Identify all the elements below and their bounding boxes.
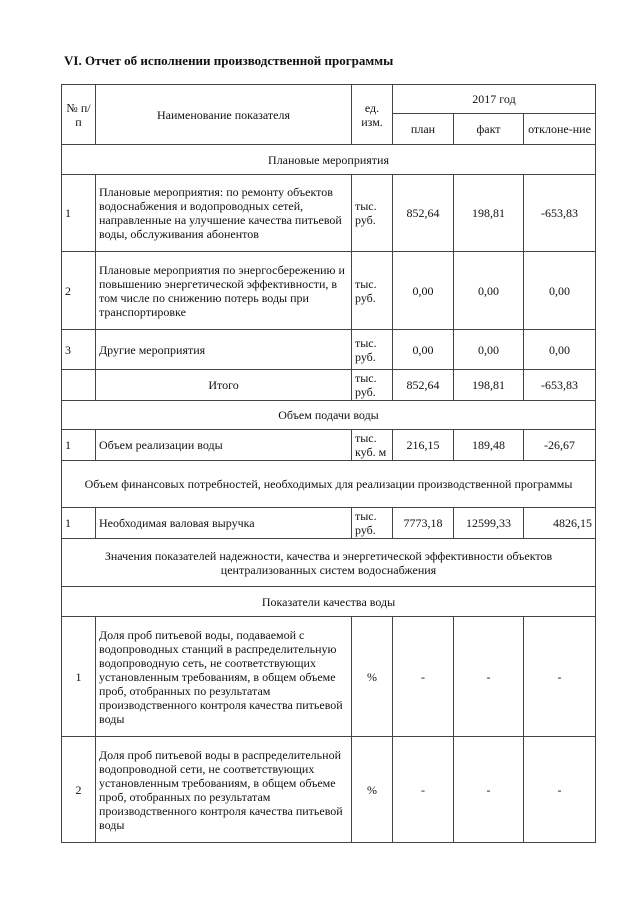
table-row (62, 330, 596, 370)
row-fact: 0,00 (454, 330, 524, 370)
section-planned-title: Плановые мероприятия (62, 145, 596, 175)
row-num: 2 (62, 737, 96, 843)
row-dev: 0,00 (524, 252, 596, 330)
row-dev: -26,67 (524, 430, 596, 461)
row-name: Доля проб питьевой воды, подаваемой с водопроводных станций в распределительную водопроводную сеть, не соответствующих установленным требованиям, в общем объеме проб, отобранных по результатам производственного контроля качества питьевой воды (96, 617, 352, 737)
row-num (62, 370, 96, 401)
row-dev: 4826,15 (524, 508, 596, 539)
section-row (62, 587, 596, 617)
report-heading: VI. Отчет об исполнении производственной программы (64, 53, 394, 68)
row-dev: -653,83 (524, 175, 596, 252)
section-supply-title: Объем подачи воды (62, 401, 596, 430)
row-fact: - (454, 737, 524, 843)
row-plan: 0,00 (393, 252, 454, 330)
row-name: Доля проб питьевой воды в распределительной водопроводной сети, не соответствующих установленным требованиям, в общем объеме проб, отобранных по результатам производственного контроля качества питьевой воды (96, 737, 352, 843)
header-year: 2017 год (393, 85, 596, 114)
row-dev: -653,83 (524, 370, 596, 401)
row-dev: 0,00 (524, 330, 596, 370)
row-unit: тыс. руб. (352, 175, 393, 252)
row-unit: тыс. руб. (352, 252, 393, 330)
row-plan: 0,00 (393, 330, 454, 370)
table-row (62, 175, 596, 252)
row-dev: - (524, 617, 596, 737)
row-unit: тыс. руб. (352, 508, 393, 539)
section-finance-title: Объем финансовых потребностей, необходимых для реализации производственной программы (62, 461, 596, 508)
total-label: Итого (96, 370, 352, 401)
row-name: Плановые мероприятия: по ремонту объектов водоснабжения и водопроводных сетей, направленные на улучшение качества питьевой воды, обслуживания абонентов (96, 175, 352, 252)
row-name: Плановые мероприятия по энергосбережению и повышению энергетической эффективности, в том числе по снижению потерь воды при транспортировке (96, 252, 352, 330)
section-row (62, 145, 596, 175)
header-unit: ед. изм. (352, 85, 393, 145)
section-row (62, 401, 596, 430)
row-num: 1 (62, 617, 96, 737)
row-num: 1 (62, 430, 96, 461)
header-num: № п/п (62, 85, 96, 145)
row-plan: 852,64 (393, 370, 454, 401)
row-plan: - (393, 617, 454, 737)
section-row (62, 539, 596, 587)
row-fact: 189,48 (454, 430, 524, 461)
section-row (62, 461, 596, 508)
production-program-report-table (61, 84, 596, 843)
table-row (62, 430, 596, 461)
section-quality-title: Показатели качества воды (62, 587, 596, 617)
row-dev: - (524, 737, 596, 843)
row-num: 2 (62, 252, 96, 330)
row-num: 1 (62, 508, 96, 539)
header-dev: отклоне-ние (524, 114, 596, 145)
row-name: Необходимая валовая выручка (96, 508, 352, 539)
row-fact: 198,81 (454, 370, 524, 401)
header-fact: факт (454, 114, 524, 145)
row-unit: тыс. руб. (352, 370, 393, 401)
row-fact: 0,00 (454, 252, 524, 330)
row-plan: 7773,18 (393, 508, 454, 539)
row-plan: 852,64 (393, 175, 454, 252)
row-unit: тыс. руб. (352, 330, 393, 370)
header-name: Наименование показателя (96, 85, 352, 145)
row-plan: 216,15 (393, 430, 454, 461)
row-unit: тыс. куб. м (352, 430, 393, 461)
row-num: 1 (62, 175, 96, 252)
table-row (62, 252, 596, 330)
table-row (62, 617, 596, 737)
section-reliability-title: Значения показателей надежности, качества и энергетической эффективности объектов централизованных систем водоснабжения (62, 539, 596, 587)
table-row (62, 737, 596, 843)
row-plan: - (393, 737, 454, 843)
row-unit: % (352, 737, 393, 843)
row-fact: 12599,33 (454, 508, 524, 539)
header-plan: план (393, 114, 454, 145)
row-name: Объем реализации воды (96, 430, 352, 461)
total-row (62, 370, 596, 401)
row-num: 3 (62, 330, 96, 370)
row-fact: - (454, 617, 524, 737)
row-fact: 198,81 (454, 175, 524, 252)
row-unit: % (352, 617, 393, 737)
table-row (62, 508, 596, 539)
row-name: Другие мероприятия (96, 330, 352, 370)
header-row-top (62, 85, 596, 114)
